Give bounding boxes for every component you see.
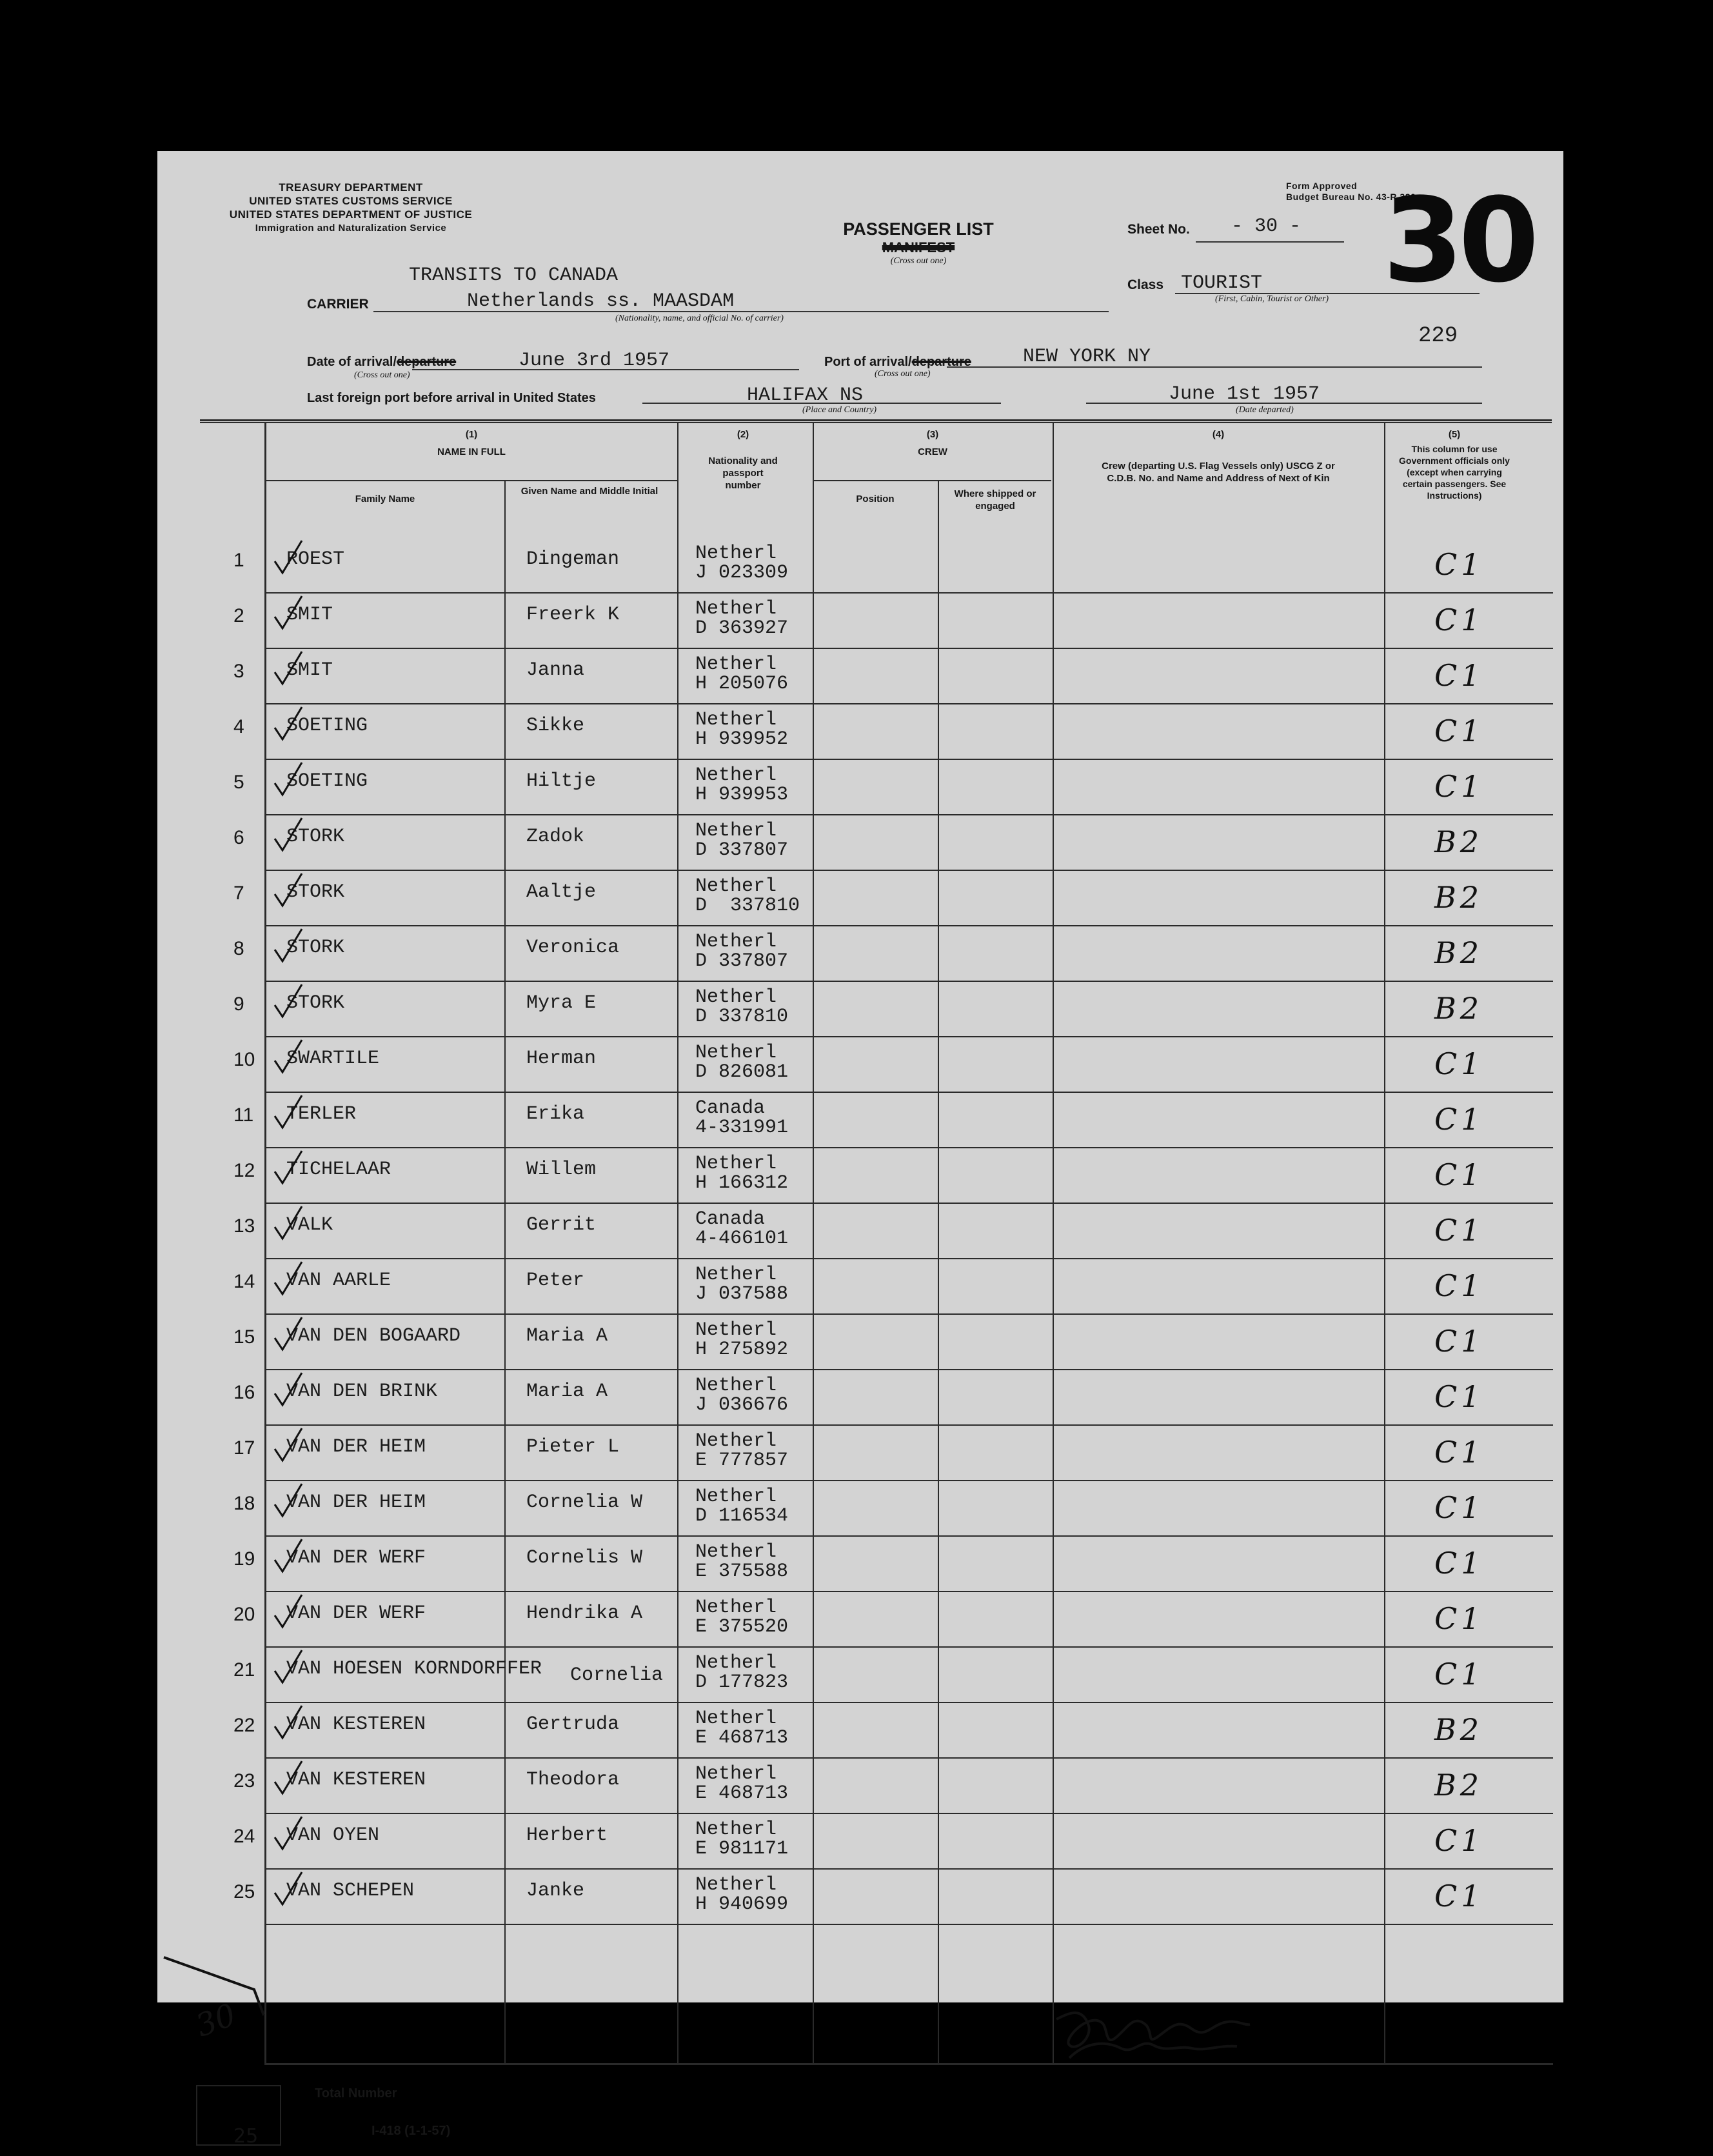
- class-note: (First, Cabin, Tourist or Other): [1215, 294, 1329, 304]
- date-cross-note: (Cross out one): [354, 370, 410, 380]
- passport-number: H 939952: [695, 728, 789, 750]
- passport-number: J 036676: [695, 1394, 789, 1416]
- official-code: B2: [1434, 824, 1483, 859]
- family-name: ROEST: [286, 548, 345, 570]
- family-name: STORK: [286, 881, 345, 903]
- date-arrival-struck: departure: [396, 355, 457, 369]
- nationality: Netherl: [695, 931, 777, 953]
- col4-header: [1054, 428, 1383, 484]
- col5-title: This column for use Government officials only (except when carrying certain passengers. See Instructions): [1399, 444, 1510, 501]
- given-name: Maria A: [526, 1325, 608, 1347]
- family-name: VAN HOESEN KORNDORFFER: [286, 1658, 542, 1680]
- table-row: [157, 1814, 1563, 1870]
- nationality: Canada: [695, 1208, 766, 1230]
- dept-line-1: TREASURY DEPARTMENT: [279, 181, 423, 194]
- official-code: C1: [1434, 1657, 1484, 1692]
- form-title-struck: MANIFEST: [882, 239, 955, 255]
- row-number: 12: [233, 1160, 255, 1181]
- official-code: C1: [1434, 658, 1484, 693]
- check-mark-icon: [268, 1814, 307, 1853]
- dept-line-4: Immigration and Naturalization Service: [255, 223, 447, 234]
- nationality: Netherl: [695, 1763, 777, 1785]
- table-row: [157, 1315, 1563, 1370]
- nationality: Netherl: [695, 1652, 777, 1674]
- table-row: [157, 1148, 1563, 1204]
- passport-number: D 337807: [695, 839, 789, 861]
- official-code: C1: [1434, 1435, 1484, 1470]
- table-row: [157, 1259, 1563, 1315]
- family-name: VAN OYEN: [286, 1824, 380, 1846]
- given-name: Theodora: [526, 1769, 620, 1791]
- official-code: B2: [1434, 991, 1483, 1026]
- official-code: C1: [1434, 603, 1484, 637]
- check-mark-icon: [268, 1648, 307, 1686]
- official-code: B2: [1434, 935, 1483, 970]
- given-name-header: Given Name and Middle Initial: [520, 486, 658, 497]
- nationality: Netherl: [695, 1264, 777, 1286]
- row-number: 3: [233, 661, 244, 682]
- table-row: [157, 926, 1563, 982]
- table-row: [157, 1204, 1563, 1259]
- check-mark-icon: [268, 1370, 307, 1409]
- nationality: Netherl: [695, 1042, 777, 1064]
- carrier-note: (Nationality, name, and official No. of carrier): [615, 314, 784, 323]
- row-number: 10: [233, 1049, 255, 1070]
- class-value: TOURIST: [1181, 272, 1263, 294]
- table-row: [157, 1370, 1563, 1426]
- nationality: Netherl: [695, 1319, 777, 1341]
- passport-number: E 375520: [695, 1616, 789, 1638]
- family-name: VAN DER HEIM: [286, 1436, 426, 1458]
- given-name: Cornelia: [570, 1664, 664, 1686]
- official-code: C1: [1434, 1102, 1484, 1137]
- check-mark-icon: [268, 982, 307, 1021]
- row-number: 2: [233, 605, 244, 626]
- check-mark-icon: [268, 1481, 307, 1520]
- dept-treasury: [209, 181, 493, 235]
- family-name: VAN AARLE: [286, 1270, 391, 1292]
- family-name: VAN SCHEPEN: [286, 1880, 415, 1902]
- nationality: Netherl: [695, 1430, 777, 1452]
- official-code: C1: [1434, 769, 1484, 804]
- check-mark-icon: [268, 926, 307, 965]
- given-name: Hendrika A: [526, 1602, 643, 1624]
- official-code: C1: [1434, 714, 1484, 748]
- given-name: Willem: [526, 1159, 597, 1181]
- form-title: PASSENGER LIST: [843, 219, 994, 239]
- table-row: [157, 1759, 1563, 1814]
- passport-number: E 375588: [695, 1561, 789, 1582]
- given-name: Freerk K: [526, 604, 620, 626]
- check-mark-icon: [268, 1870, 307, 1908]
- check-mark-icon: [268, 1093, 307, 1132]
- passport-number: H 940699: [695, 1893, 789, 1915]
- sheet-big-number: 30: [1383, 174, 1534, 308]
- passenger-list-sheet: [157, 151, 1563, 2148]
- passport-number: J 023309: [695, 562, 789, 584]
- passport-number: D 337810: [695, 1006, 789, 1028]
- passport-number: H 275892: [695, 1339, 789, 1361]
- nationality: Netherl: [695, 1153, 777, 1175]
- row-number: 18: [233, 1493, 255, 1514]
- position-header: Position: [856, 494, 895, 504]
- table-row: [157, 1703, 1563, 1759]
- family-name: VAN DER WERF: [286, 1602, 426, 1624]
- passport-number: E 777857: [695, 1450, 789, 1472]
- nationality: Netherl: [695, 709, 777, 731]
- date-arrival-value: June 3rd 1957: [519, 350, 670, 372]
- port-arrival-label: Port of arrival/departure: [824, 355, 971, 369]
- margin-note: 30: [191, 1997, 241, 2044]
- row-number: 5: [233, 772, 244, 793]
- given-name: Herbert: [526, 1824, 608, 1846]
- family-name: TICHELAAR: [286, 1159, 391, 1181]
- check-mark-icon: [268, 1148, 307, 1187]
- col1-title: NAME IN FULL: [437, 446, 506, 457]
- family-name: VAN KESTEREN: [286, 1713, 426, 1735]
- row-number: 24: [233, 1826, 255, 1847]
- check-mark-icon: [268, 760, 307, 799]
- check-mark-icon: [268, 1426, 307, 1464]
- dept-line-3: UNITED STATES DEPARTMENT OF JUSTICE: [229, 208, 473, 221]
- family-name: STORK: [286, 992, 345, 1014]
- family-name: SMIT: [286, 659, 333, 681]
- family-name: VAN KESTEREN: [286, 1769, 426, 1791]
- passport-number: E 981171: [695, 1838, 789, 1860]
- official-code: C1: [1434, 1546, 1484, 1581]
- nationality: Netherl: [695, 598, 777, 620]
- cross-out-note: (Cross out one): [890, 256, 947, 266]
- passport-number: J 037588: [695, 1283, 789, 1305]
- official-code: B2: [1434, 880, 1483, 915]
- last-port-note: (Place and Country): [802, 405, 877, 415]
- nationality: Netherl: [695, 1541, 777, 1563]
- port-arrival-value: NEW YORK NY: [1023, 346, 1151, 368]
- table-row: [157, 871, 1563, 926]
- col3-title: CREW: [918, 446, 947, 457]
- passport-number: H 166312: [695, 1172, 789, 1194]
- row-number: 6: [233, 827, 244, 848]
- row-number: 11: [233, 1104, 254, 1126]
- given-name: Hiltje: [526, 770, 597, 792]
- stamp-number: 229: [1418, 324, 1458, 348]
- col3-header: [814, 428, 1051, 458]
- row-number: 4: [233, 716, 244, 737]
- row-number: 21: [233, 1659, 255, 1681]
- official-code: C1: [1434, 547, 1484, 582]
- check-mark-icon: [268, 649, 307, 688]
- table-row: [157, 760, 1563, 815]
- check-mark-icon: [268, 1592, 307, 1631]
- passport-number: 4-466101: [695, 1228, 789, 1250]
- row-number: 23: [233, 1770, 255, 1792]
- col2-number: (2): [737, 429, 749, 440]
- table-row: [157, 594, 1563, 649]
- table-row: [157, 1426, 1563, 1481]
- official-code: C1: [1434, 1268, 1484, 1303]
- family-name: SWARTILE: [286, 1048, 380, 1070]
- given-name: Sikke: [526, 715, 585, 737]
- row-number: 22: [233, 1715, 255, 1736]
- total-box: [196, 2085, 281, 2146]
- last-port-label: Last foreign port before arrival in United States: [307, 391, 596, 405]
- check-mark-icon: [268, 1537, 307, 1575]
- passport-number: D 116534: [695, 1505, 789, 1527]
- official-code: C1: [1434, 1601, 1484, 1636]
- family-name: SMIT: [286, 604, 333, 626]
- given-name: Erika: [526, 1103, 585, 1125]
- row-number: 19: [233, 1548, 255, 1570]
- given-name: Janna: [526, 659, 585, 681]
- row-number: 20: [233, 1604, 255, 1625]
- date-arrival-label: Date of arrival/departure: [307, 355, 457, 369]
- total-label: Total Number: [315, 2086, 397, 2101]
- given-name: Maria A: [526, 1381, 608, 1402]
- row-number: 15: [233, 1326, 255, 1348]
- col1-header: [266, 428, 677, 458]
- official-code: B2: [1434, 1712, 1483, 1747]
- check-mark-icon: [268, 704, 307, 743]
- check-mark-icon: [268, 1259, 307, 1298]
- check-mark-icon: [268, 871, 307, 910]
- check-mark-icon: [268, 1037, 307, 1076]
- official-code: C1: [1434, 1213, 1484, 1248]
- class-label: Class: [1127, 277, 1164, 292]
- row-number: 13: [233, 1215, 255, 1237]
- table-row: [157, 1481, 1563, 1537]
- check-mark-icon: [268, 594, 307, 632]
- official-code: C1: [1434, 1046, 1484, 1081]
- given-name: Veronica: [526, 937, 620, 959]
- port-cross-note: (Cross out one): [875, 369, 931, 379]
- family-name: VAN DEN BOGAARD: [286, 1325, 461, 1347]
- given-name: Gerrit: [526, 1214, 597, 1236]
- row-number: 25: [233, 1881, 255, 1902]
- family-name: VAN DER HEIM: [286, 1492, 426, 1513]
- passport-number: D 363927: [695, 617, 789, 639]
- table-row: [157, 982, 1563, 1037]
- col2-title: Nationality and passport number: [708, 455, 778, 491]
- row-number: 16: [233, 1382, 255, 1403]
- col1-number: (1): [465, 429, 478, 440]
- nationality: Netherl: [695, 1486, 777, 1508]
- nationality: Netherl: [695, 654, 777, 675]
- table-row: [157, 704, 1563, 760]
- nationality: Netherl: [695, 764, 777, 786]
- nationality: Netherl: [695, 1375, 777, 1397]
- given-name: Gertruda: [526, 1713, 620, 1735]
- given-name: Aaltje: [526, 881, 597, 903]
- given-name: Peter: [526, 1270, 585, 1292]
- col2-header: [678, 428, 807, 492]
- col4-title: Crew (departing U.S. Flag Vessels only) USCG Z or C.D.B. No. and Name and Address of Next of Kin: [1102, 461, 1335, 484]
- given-name: Zadok: [526, 826, 585, 848]
- row-number: 8: [233, 938, 244, 959]
- official-code: C1: [1434, 1490, 1484, 1525]
- sheet-value: - 30 -: [1231, 215, 1302, 237]
- official-code: C1: [1434, 1823, 1484, 1858]
- official-code: C1: [1434, 1157, 1484, 1192]
- table-row: [157, 649, 1563, 704]
- budget-bureau: Budget Bureau No. 43-R 380: [1286, 192, 1416, 202]
- given-name: Cornelia W: [526, 1492, 643, 1513]
- nationality: Netherl: [695, 1597, 777, 1619]
- family-name: VAN DEN BRINK: [286, 1381, 438, 1402]
- passport-number: D 826081: [695, 1061, 789, 1083]
- col3-number: (3): [926, 429, 939, 440]
- given-name: Dingeman: [526, 548, 620, 570]
- margin-bracket-mark: [157, 1944, 267, 2022]
- table-row: [157, 1037, 1563, 1093]
- passport-number: D 177823: [695, 1672, 789, 1693]
- row-number: 1: [233, 550, 244, 571]
- passport-number: H 939953: [695, 784, 789, 806]
- nationality: Netherl: [695, 543, 777, 564]
- table-row: [157, 1648, 1563, 1703]
- given-name: Cornelis W: [526, 1547, 643, 1569]
- nationality: Netherl: [695, 1874, 777, 1896]
- port-arrival-struck: departure: [911, 355, 971, 369]
- check-mark-icon: [268, 538, 307, 577]
- passport-number: D 337810: [695, 895, 800, 917]
- where-shipped-header: Where shipped or engaged: [954, 488, 1036, 512]
- passport-number: H 205076: [695, 673, 789, 695]
- total-value: 25: [233, 2125, 259, 2148]
- last-port-value: HALIFAX NS: [747, 384, 864, 406]
- passport-number: D 337807: [695, 950, 789, 972]
- carrier-label: CARRIER: [307, 297, 369, 312]
- check-mark-icon: [268, 1759, 307, 1797]
- dept-line-2: UNITED STATES CUSTOMS SERVICE: [249, 195, 453, 207]
- passport-number: E 468713: [695, 1727, 789, 1749]
- nationality: Netherl: [695, 875, 777, 897]
- family-name: STORK: [286, 937, 345, 959]
- transits-heading: TRANSITS TO CANADA: [409, 265, 619, 286]
- given-name: Myra E: [526, 992, 597, 1014]
- family-name: SOETING: [286, 715, 368, 737]
- col4-number: (4): [1212, 429, 1225, 440]
- col5-header: [1385, 428, 1523, 501]
- table-row: [157, 815, 1563, 871]
- table-row: [157, 1592, 1563, 1648]
- row-number: 14: [233, 1271, 255, 1292]
- family-name: VAN DER WERF: [286, 1547, 426, 1569]
- passport-number: 4-331991: [695, 1117, 789, 1139]
- row-divider: [264, 1924, 1553, 1925]
- sheet-label: Sheet No.: [1127, 222, 1190, 237]
- official-code: C1: [1434, 1379, 1484, 1414]
- col5-number: (5): [1448, 429, 1461, 440]
- form-title-block: [822, 219, 1015, 266]
- row-number: 17: [233, 1437, 255, 1459]
- carrier-value: Netherlands ss. MAASDAM: [467, 290, 735, 312]
- form-approved: Form Approved: [1286, 181, 1358, 191]
- date-departed-note: (Date departed): [1236, 405, 1294, 415]
- table-row: [157, 1537, 1563, 1592]
- family-name: VALK: [286, 1214, 333, 1236]
- passport-number: E 468713: [695, 1782, 789, 1804]
- table-row: [157, 1093, 1563, 1148]
- family-name-header: Family Name: [355, 494, 415, 504]
- official-code: B2: [1434, 1768, 1483, 1802]
- given-name: Pieter L: [526, 1436, 620, 1458]
- form-number: I-418 (1-1-57): [371, 2124, 451, 2138]
- nationality: Netherl: [695, 1708, 777, 1730]
- row-number: 7: [233, 883, 244, 904]
- nationality: Netherl: [695, 1819, 777, 1841]
- family-name: STORK: [286, 826, 345, 848]
- table-row: [157, 538, 1563, 594]
- check-mark-icon: [268, 815, 307, 854]
- check-mark-icon: [268, 1703, 307, 1742]
- given-name: Janke: [526, 1880, 585, 1902]
- check-mark-icon: [268, 1315, 307, 1353]
- family-name: TERLER: [286, 1103, 357, 1125]
- table-row: [157, 1870, 1563, 1925]
- date-departed-value: June 1st 1957: [1169, 383, 1320, 405]
- given-name: Herman: [526, 1048, 597, 1070]
- signature-mark: [1044, 2000, 1256, 2062]
- official-code: C1: [1434, 1879, 1484, 1913]
- family-name: SOETING: [286, 770, 368, 792]
- nationality: Canada: [695, 1097, 766, 1119]
- nationality: Netherl: [695, 820, 777, 842]
- row-number: 9: [233, 993, 244, 1015]
- nationality: Netherl: [695, 986, 777, 1008]
- check-mark-icon: [268, 1204, 307, 1243]
- official-code: C1: [1434, 1324, 1484, 1359]
